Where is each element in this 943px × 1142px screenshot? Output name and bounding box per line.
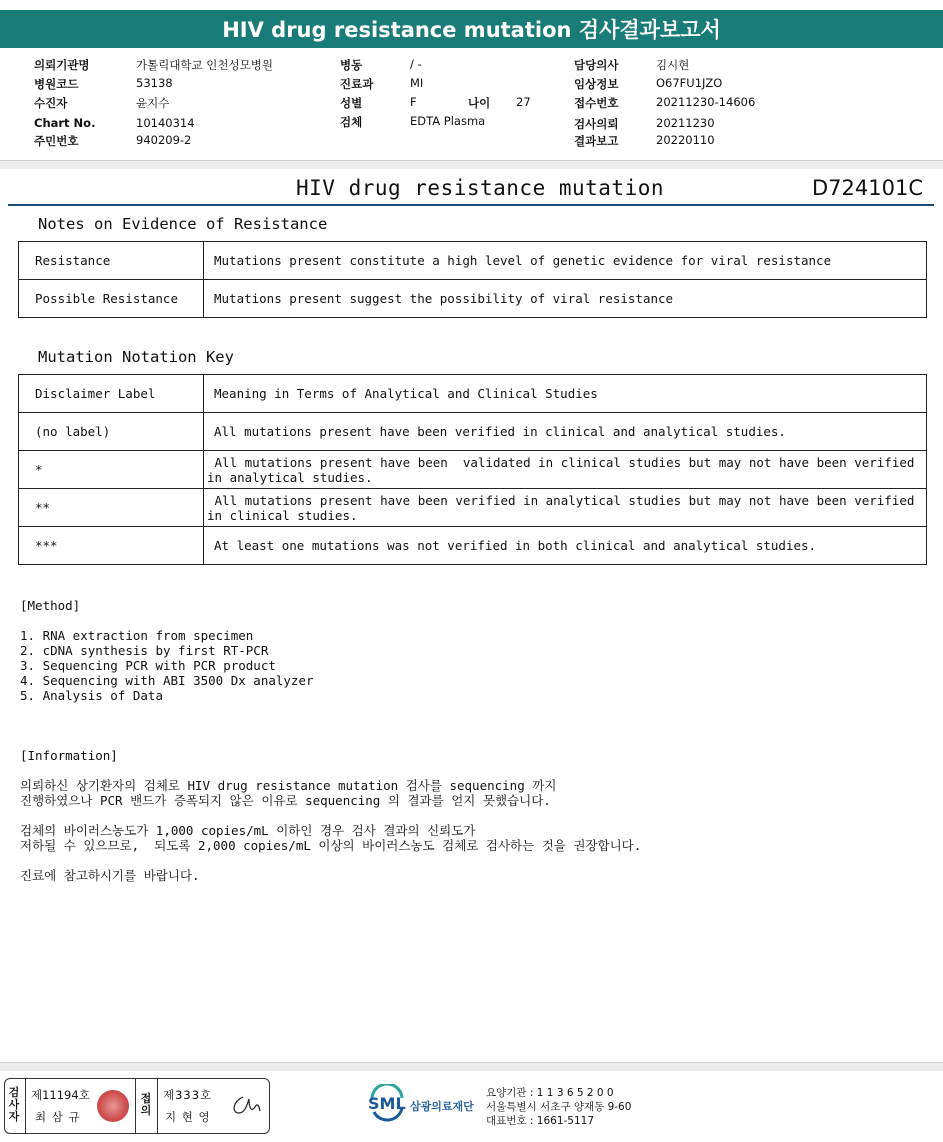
signature-icon [229,1093,265,1119]
notation-text: Meaning in Terms of Analytical and Clinical Studies [204,375,927,413]
specimen-label: 검체 [340,115,363,129]
report-header-title: HIV drug resistance mutation 검사결과보고서 [222,18,721,42]
sex-value: F [410,95,417,109]
notation-text: All mutations present have been validated in clinical studies but may not have been verified in analytical studies. [204,451,927,489]
hospital-code-label: 병원코드 [34,77,79,91]
receipt-no-value: 20211230-14606 [656,95,756,109]
ward-value: / - [410,57,422,71]
method-step: 2. cDNA synthesis by first RT-PCR [20,643,269,658]
information-text: 의뢰하신 상기환자의 검체로 HIV drug resistance mutation 검사를 sequencing 까지 [20,778,557,793]
information-text: 진행하였으나 PCR 밴드가 증폭되지 않은 이유로 sequencing 의 결과를 얻지 못했습니다. [20,793,551,808]
notation-label: Disclaimer Label [19,375,204,413]
receipt-no-label: 접수번호 [574,96,619,110]
dept-label: 진료과 [340,77,374,91]
specimen-value: EDTA Plasma [410,114,486,128]
chart-no-label: Chart No. [34,116,96,130]
care-org-number: 요양기관 : 1 1 3 6 5 2 0 0 [486,1087,614,1099]
evidence-text: Mutations present suggest the possibility of viral resistance [204,280,927,318]
method-step: 4. Sequencing with ABI 3500 Dx analyzer [20,673,314,688]
request-date-label: 검사의뢰 [574,117,619,131]
org-phone: 대표번호 : 1661-5117 [486,1115,595,1127]
inspector-license: 제11194호 [31,1088,90,1102]
evidence-label: Possible Resistance [19,280,204,318]
report-date-value: 20220110 [656,133,715,147]
table-row [19,489,927,527]
org-name: 삼광의료재단 [410,1100,474,1113]
information-heading: [Information] [20,748,118,763]
method-step: 1. RNA extraction from specimen [20,628,254,643]
resident-no-value: 940209-2 [136,133,192,147]
report-date-label: 결과보고 [574,134,619,148]
information-text: 검체의 바이러스농도가 1,000 copies/mL 이하인 경우 검사 결과의 신뢰도가 [20,823,476,838]
evidence-table [18,241,927,318]
notation-table [18,374,927,565]
receipt-officer-label: 접의 [140,1092,152,1117]
table-row [19,413,927,451]
report-title: HIV drug resistance mutation [296,176,665,200]
information-text: 저하될 수 있으므로, 되도록 2,000 copies/mL 이상의 바이러스농도 검체로 검사하는 것을 권장합니다. [20,838,642,853]
notation-label: (no label) [19,413,204,451]
examinee-value: 윤지수 [136,96,170,110]
hospital-code-value: 53138 [136,76,173,90]
request-date-value: 20211230 [656,116,715,130]
notation-text: At least one mutations was not verified in both clinical and analytical studies. [204,527,927,565]
evidence-heading: Notes on Evidence of Resistance [38,215,328,233]
header-separator [0,160,943,169]
title-rule [8,204,934,206]
notation-label: ** [19,489,204,527]
table-row [19,527,927,565]
footer-separator [0,1062,943,1071]
evidence-label: Resistance [19,242,204,280]
notation-label: * [19,451,204,489]
institution-label: 의뢰기관명 [34,58,90,72]
doctor-value: 김시현 [656,58,690,72]
table-row [19,242,927,280]
clinical-info-label: 임상정보 [574,77,619,91]
method-step: 3. Sequencing PCR with PCR product [20,658,276,673]
examinee-label: 수진자 [34,96,68,110]
inspector-name: 최 삼 규 [35,1110,81,1124]
inspector-label: 검사자 [8,1086,20,1123]
evidence-text: Mutations present constitute a high level of genetic evidence for viral resistance [204,242,927,280]
dept-value: MI [410,76,424,90]
notation-label: *** [19,527,204,565]
clinical-info-value: O67FU1JZO [656,76,723,90]
doctor-label: 담당의사 [574,58,619,72]
table-row [19,451,927,489]
logo-text: SML [368,1094,406,1113]
notation-text: All mutations present have been verified in clinical and analytical studies. [204,413,927,451]
table-row [19,375,927,413]
age-value: 27 [516,95,531,109]
org-address: 서울특별시 서초구 양재동 9-60 [486,1101,632,1113]
org-address-block [486,1086,631,1128]
method-step: 5. Analysis of Data [20,688,163,703]
notation-text: All mutations present have been verified in analytical studies but may not have been verified in clinical studies. [204,489,927,527]
receipt-officer-name: 지 현 영 [165,1110,211,1124]
table-row [19,280,927,318]
chart-no-value: 10140314 [136,116,195,130]
information-text: 진료에 참고하시기를 바랍니다. [20,868,200,883]
signature-box [4,1078,270,1134]
method-heading: [Method] [20,598,81,613]
report-header-banner [0,10,943,48]
resident-no-label: 주민번호 [34,134,79,148]
notation-heading: Mutation Notation Key [38,348,234,366]
institution-value: 가톨릭대학교 인천성모병원 [136,58,273,72]
age-label: 나이 [468,96,491,110]
ward-label: 병동 [340,58,363,72]
inspector-seal-stamp [97,1090,129,1122]
report-code: D724101C [812,176,923,200]
receipt-officer-license: 제333호 [163,1088,213,1102]
sex-label: 성별 [340,96,363,110]
